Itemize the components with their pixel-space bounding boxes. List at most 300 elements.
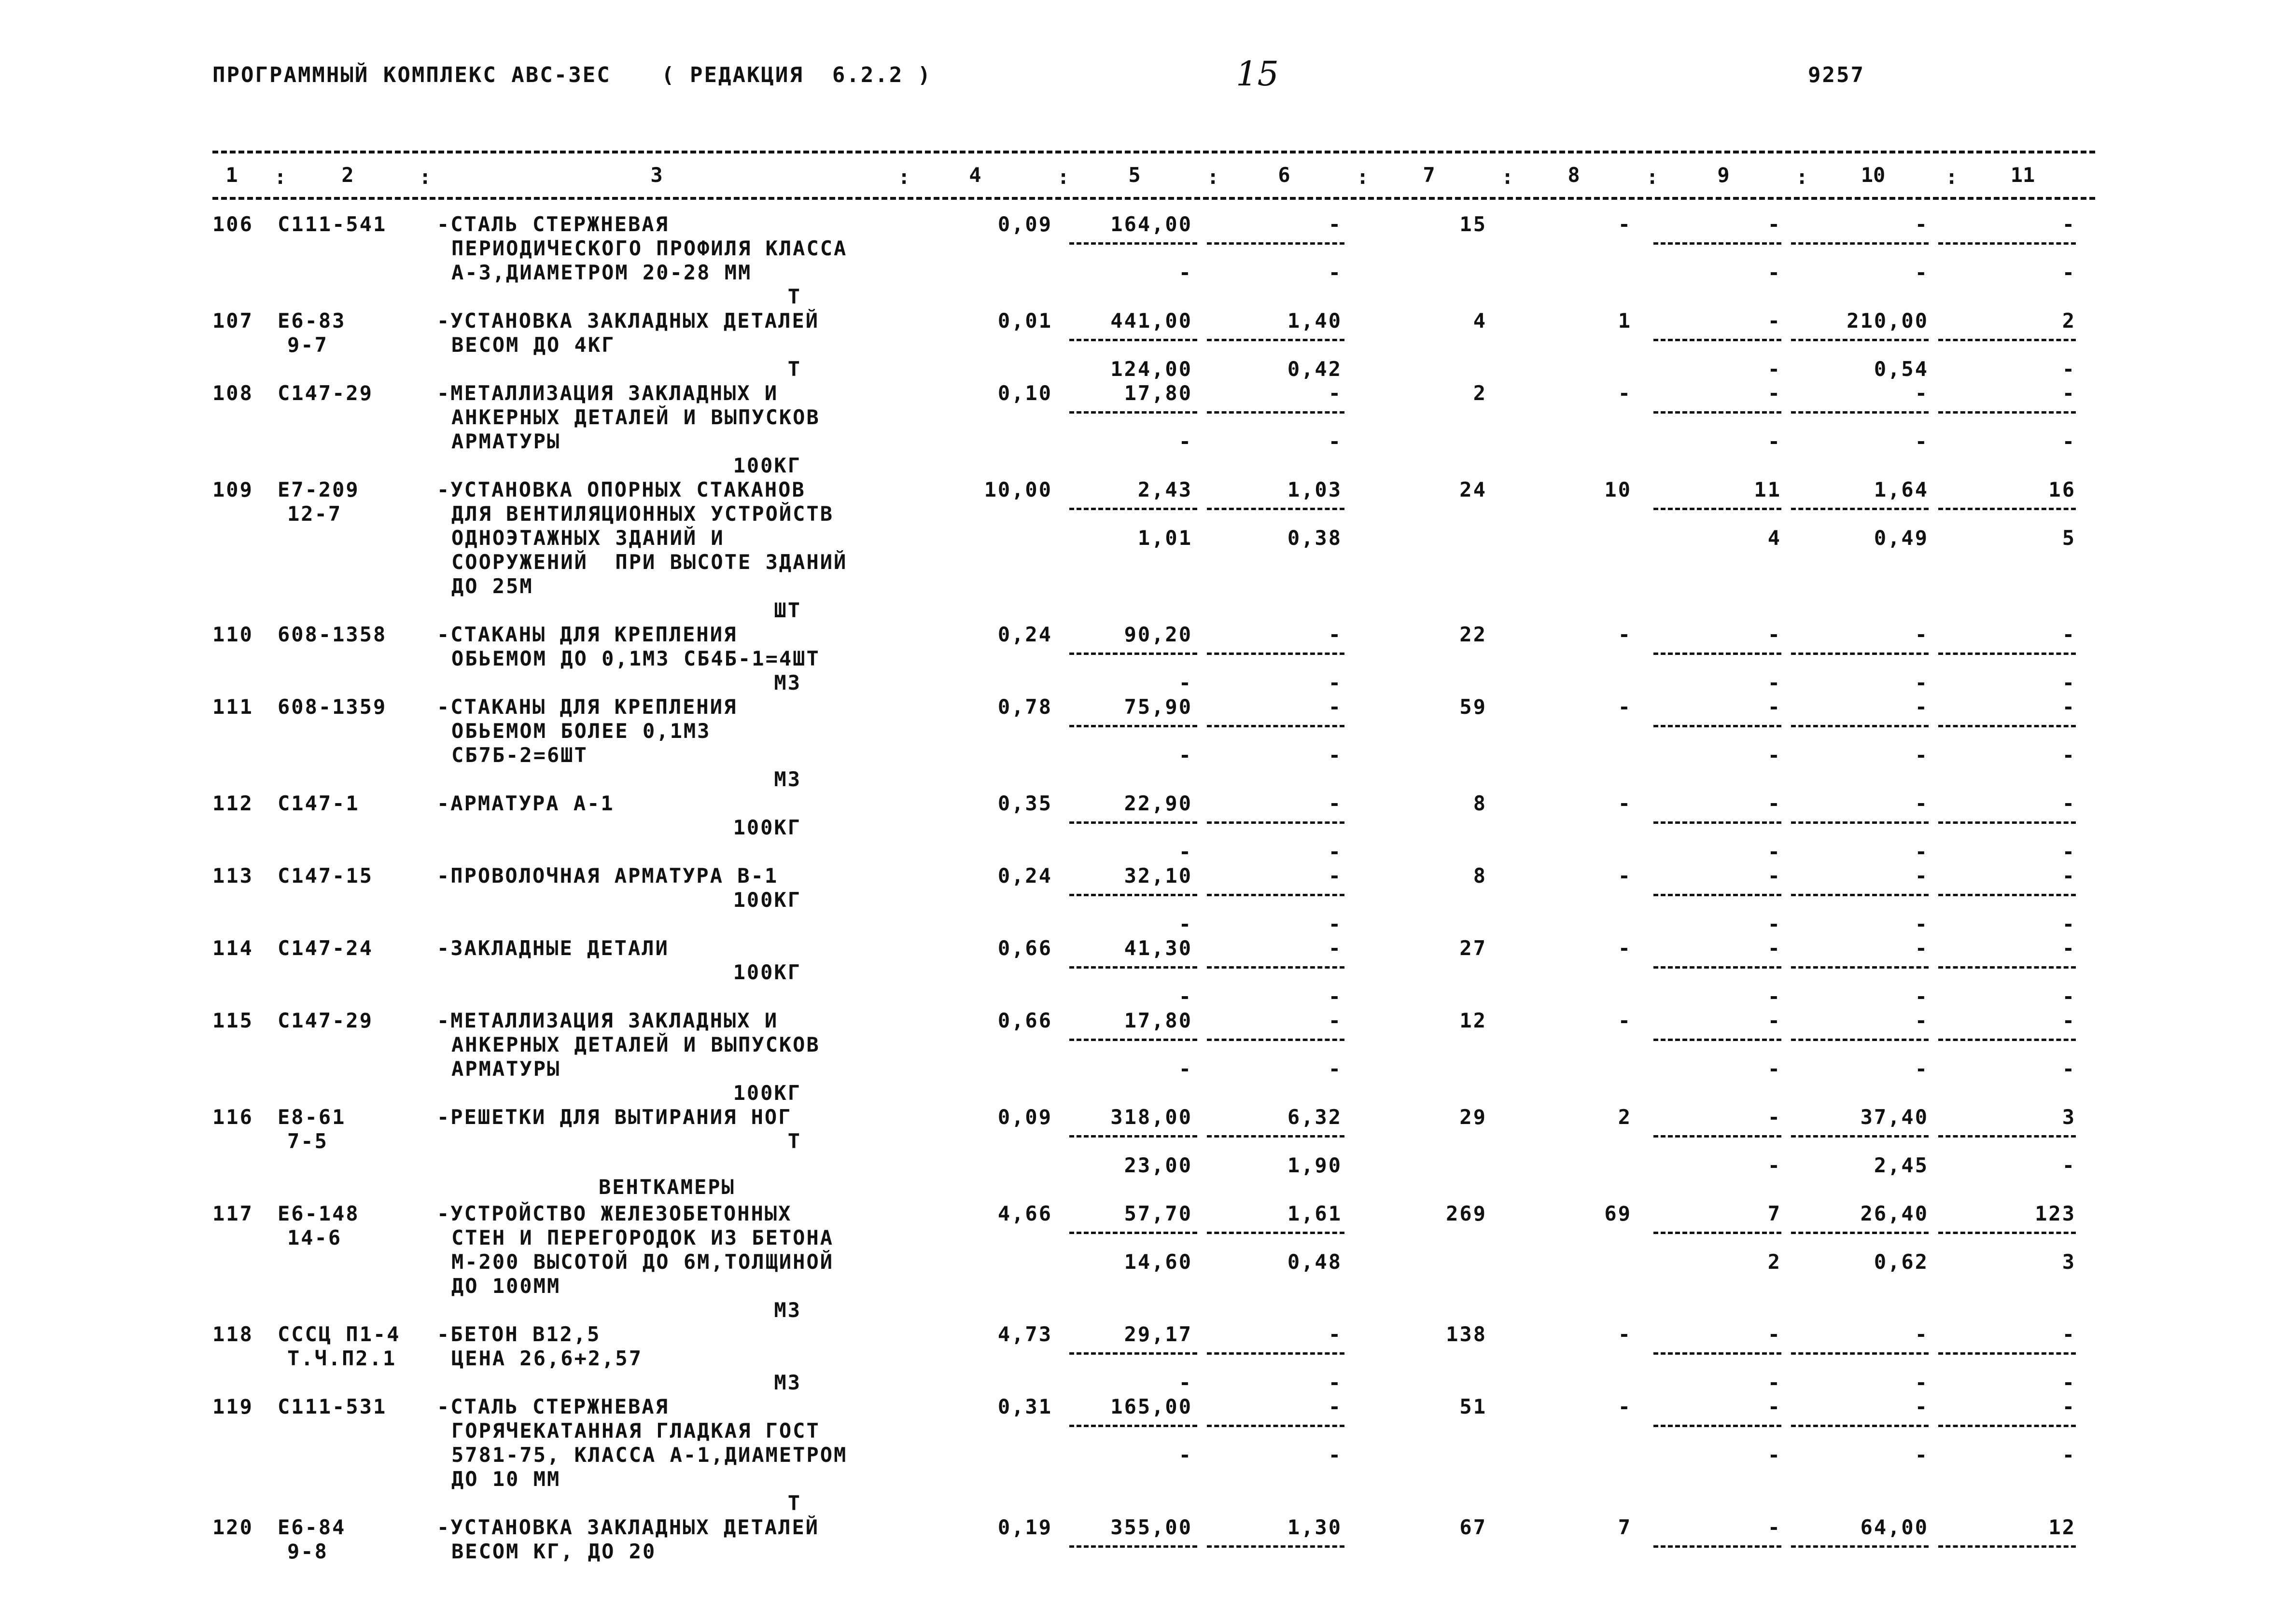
labor-cost-wages: 1,90 (1287, 1153, 1342, 1177)
unit-of-measure: 100КГ (733, 960, 801, 984)
column-header-10: 10 (1861, 163, 1886, 187)
labor-total-wages: - (2062, 1057, 2076, 1081)
quantity-value: 0,10 (997, 381, 1052, 405)
unit-cost-wages: - (1178, 1371, 1192, 1394)
labor-hours-value: - (1915, 791, 1929, 815)
labor-hours-value: 37,40 (1860, 1105, 1929, 1129)
fraction-line (1207, 894, 1344, 896)
fraction-line (1791, 821, 1929, 824)
fraction-line (1791, 1232, 1929, 1234)
unit-cost-value: 2,43 (1137, 478, 1192, 501)
fraction-line (1938, 1135, 2076, 1138)
work-description: 5781-75, КЛАССА А-1,ДИАМЕТРОМ (451, 1443, 848, 1467)
row-number: 119 (212, 1395, 253, 1418)
machine-cost-wages: - (1767, 912, 1781, 936)
wages-value: 10 (1604, 478, 1632, 501)
labor-hours-value: 26,40 (1860, 1202, 1929, 1225)
labor-cost-value: - (1328, 212, 1342, 236)
section-heading: ВЕНТКАМЕРЫ (599, 1175, 735, 1199)
labor-total-wages: - (2062, 357, 2076, 381)
work-description: ДО 25М (451, 574, 533, 598)
unit-cost-wages: 124,00 (1110, 357, 1192, 381)
machine-cost-value: 11 (1754, 478, 1781, 501)
labor-cost-value: 1,40 (1287, 309, 1342, 333)
labor-total-value: - (2062, 1322, 2076, 1346)
unit-cost-value: 164,00 (1110, 212, 1192, 236)
labor-cost-wages: 0,48 (1287, 1250, 1342, 1274)
fraction-line (1207, 1545, 1344, 1548)
machine-cost-wages: - (1767, 357, 1781, 381)
fraction-line (1791, 894, 1929, 896)
rate-code: 608-1358 (278, 623, 387, 646)
work-description: ГОРЯЧЕКАТАННАЯ ГЛАДКАЯ ГОСТ (451, 1419, 820, 1443)
machine-cost-value: - (1767, 1395, 1781, 1418)
wages-value: 2 (1618, 1105, 1632, 1129)
fraction-line (1938, 339, 2076, 341)
unit-cost-wages: - (1178, 743, 1192, 767)
labor-total-wages: - (2062, 671, 2076, 694)
labor-cost-value: - (1328, 623, 1342, 646)
labor-total-value: - (2062, 1009, 2076, 1032)
wages-value: 69 (1604, 1202, 1632, 1225)
labor-cost-wages: - (1328, 743, 1342, 767)
total-cost-value: 269 (1446, 1202, 1487, 1225)
labor-total-value: - (2062, 212, 2076, 236)
labor-total-wages: - (2062, 261, 2076, 284)
work-description: ОБЬЕМОМ БОЛЕЕ 0,1М3 (451, 719, 711, 743)
labor-total-value: - (2062, 695, 2076, 719)
rate-code: С147-1 (278, 791, 360, 815)
work-description: ЦЕНА 26,6+2,57 (451, 1346, 643, 1370)
work-description: -УСТРОЙСТВО ЖЕЛЕЗОБЕТОННЫХ (437, 1202, 792, 1225)
machine-cost-value: - (1767, 623, 1781, 646)
labor-hours-value: 64,00 (1860, 1515, 1929, 1539)
wages-value: - (1618, 381, 1632, 405)
work-description: ОДНОЭТАЖНЫХ ЗДАНИЙ И (451, 526, 725, 550)
column-header-2: 2 (341, 163, 354, 187)
labor-cost-value: 1,61 (1287, 1202, 1342, 1225)
labor-cost-wages: - (1328, 1371, 1342, 1394)
row-number: 117 (212, 1202, 253, 1225)
unit-of-measure: М3 (774, 671, 801, 694)
fraction-line (1069, 821, 1197, 824)
column-header-9: 9 (1717, 163, 1730, 187)
machine-cost-value: - (1767, 309, 1781, 333)
column-separator: : (1945, 165, 1958, 189)
labor-cost-value: - (1328, 864, 1342, 888)
fraction-line (1069, 966, 1197, 969)
labor-total-value: - (2062, 864, 2076, 888)
labor-hours-value: - (1915, 864, 1929, 888)
unit-of-measure: 100КГ (733, 888, 801, 912)
row-number: 118 (212, 1322, 253, 1346)
row-number: 111 (212, 695, 253, 719)
row-number: 120 (212, 1515, 253, 1539)
rate-code: Е6-148 (278, 1202, 360, 1225)
labor-cost-wages: - (1328, 985, 1342, 1008)
fraction-line (1207, 508, 1344, 510)
unit-cost-value: 17,80 (1124, 1009, 1192, 1032)
fraction-line (1207, 652, 1344, 655)
fraction-line (1069, 1232, 1197, 1234)
labor-hours-wages: - (1915, 912, 1929, 936)
fraction-line (1653, 1425, 1781, 1427)
unit-cost-wages: - (1178, 1057, 1192, 1081)
labor-total-wages: - (2062, 912, 2076, 936)
quantity-value: 0,24 (997, 864, 1052, 888)
rate-code: Е6-84 (278, 1515, 346, 1539)
total-cost-value: 138 (1446, 1322, 1487, 1346)
rate-code: С147-29 (278, 381, 374, 405)
fraction-line (1207, 411, 1344, 414)
labor-total-value: 2 (2062, 309, 2076, 333)
work-description: А-3,ДИАМЕТРОМ 20-28 ММ (451, 261, 752, 284)
labor-total-value: - (2062, 936, 2076, 960)
total-cost-value: 2 (1473, 381, 1487, 405)
fraction-line (1207, 1135, 1344, 1138)
labor-cost-value: - (1328, 695, 1342, 719)
labor-total-value: - (2062, 381, 2076, 405)
labor-cost-wages: - (1328, 1443, 1342, 1467)
machine-cost-wages: 4 (1767, 526, 1781, 550)
rate-code: 14-6 (287, 1226, 342, 1249)
work-description: -МЕТАЛЛИЗАЦИЯ ЗАКЛАДНЫХ И (437, 1009, 779, 1032)
fraction-line (1653, 242, 1781, 245)
labor-total-value: 16 (2048, 478, 2076, 501)
quantity-value: 10,00 (984, 478, 1052, 501)
total-cost-value: 27 (1459, 936, 1487, 960)
work-description: АРМАТУРЫ (451, 1057, 561, 1081)
labor-hours-wages: - (1915, 261, 1929, 284)
fraction-line (1938, 966, 2076, 969)
labor-total-wages: - (2062, 430, 2076, 453)
program-title: ПРОГРАММНЫЙ КОМПЛЕКС АВС-3ЕС (212, 63, 611, 87)
fraction-line (1791, 1039, 1929, 1041)
rate-code: 12-7 (287, 502, 342, 526)
fraction-line (1069, 411, 1197, 414)
column-header-11: 11 (2010, 163, 2035, 187)
column-separator: : (419, 165, 432, 189)
fraction-line (1653, 894, 1781, 896)
row-number: 109 (212, 478, 253, 501)
column-header-1: 1 (225, 163, 238, 187)
unit-cost-value: 57,70 (1124, 1202, 1192, 1225)
fraction-line (1653, 652, 1781, 655)
rate-code: 9-7 (287, 333, 328, 357)
work-description: ОБЬЕМОМ ДО 0,1М3 СБ4Б-1=4ШТ (451, 647, 820, 670)
unit-of-measure: Т (787, 1491, 801, 1515)
labor-total-wages: - (2062, 1443, 2076, 1467)
work-description: -СТАКАНЫ ДЛЯ КРЕПЛЕНИЯ (437, 695, 738, 719)
fraction-line (1069, 1545, 1197, 1548)
labor-hours-value: - (1915, 695, 1929, 719)
unit-cost-value: 90,20 (1124, 623, 1192, 646)
unit-of-measure: М3 (774, 767, 801, 791)
wages-value: 7 (1618, 1515, 1632, 1539)
document-number: 9257 (1808, 63, 1865, 87)
fraction-line (1938, 894, 2076, 896)
column-separator: : (1796, 165, 1808, 189)
work-description: ПЕРИОДИЧЕСКОГО ПРОФИЛЯ КЛАССА (451, 236, 848, 260)
unit-of-measure: Т (787, 1129, 801, 1153)
labor-cost-wages: - (1328, 430, 1342, 453)
unit-cost-value: 22,90 (1124, 791, 1192, 815)
unit-cost-wages: 1,01 (1137, 526, 1192, 550)
work-description: -РЕШЕТКИ ДЛЯ ВЫТИРАНИЯ НОГ (437, 1105, 792, 1129)
column-separator: : (274, 165, 287, 189)
labor-total-value: - (2062, 1395, 2076, 1418)
fraction-line (1653, 1545, 1781, 1548)
labor-hours-wages: - (1915, 430, 1929, 453)
labor-total-wages: - (2062, 985, 2076, 1008)
total-cost-value: 59 (1459, 695, 1487, 719)
work-description: ВЕСОМ КГ, ДО 20 (451, 1540, 657, 1563)
fraction-line (1069, 242, 1197, 245)
work-description: -ПРОВОЛОЧНАЯ АРМАТУРА В-1 (437, 864, 779, 888)
quantity-value: 0,19 (997, 1515, 1052, 1539)
quantity-value: 0,66 (997, 936, 1052, 960)
unit-cost-value: 41,30 (1124, 936, 1192, 960)
labor-hours-value: 1,64 (1874, 478, 1929, 501)
labor-cost-value: - (1328, 381, 1342, 405)
work-description: СТЕН И ПЕРЕГОРОДОК ИЗ БЕТОНА (451, 1226, 834, 1249)
labor-hours-wages: - (1915, 1057, 1929, 1081)
machine-cost-value: - (1767, 695, 1781, 719)
column-separator: : (1646, 165, 1659, 189)
labor-hours-wages: - (1915, 671, 1929, 694)
fraction-line (1653, 1135, 1781, 1138)
unit-of-measure: Т (787, 285, 801, 308)
unit-of-measure: Т (787, 357, 801, 381)
fraction-line (1938, 821, 2076, 824)
labor-hours-value: - (1915, 1009, 1929, 1032)
labor-total-value: - (2062, 623, 2076, 646)
fraction-line (1069, 725, 1197, 727)
labor-cost-value: 1,03 (1287, 478, 1342, 501)
wages-value: - (1618, 936, 1632, 960)
unit-cost-wages: 14,60 (1124, 1250, 1192, 1274)
fraction-line (1207, 725, 1344, 727)
labor-cost-wages: - (1328, 261, 1342, 284)
total-cost-value: 51 (1459, 1395, 1487, 1418)
column-header-7: 7 (1423, 163, 1435, 187)
fraction-line (1653, 411, 1781, 414)
work-description: -АРМАТУРА А-1 (437, 791, 615, 815)
column-header-5: 5 (1128, 163, 1141, 187)
unit-cost-wages: - (1178, 430, 1192, 453)
fraction-line (1791, 508, 1929, 510)
work-description: -ЗАКЛАДНЫЕ ДЕТАЛИ (437, 936, 669, 960)
labor-total-value: 3 (2062, 1105, 2076, 1129)
work-description: -УСТАНОВКА ОПОРНЫХ СТАКАНОВ (437, 478, 806, 501)
work-description: -СТАЛЬ СТЕРЖНЕВАЯ (437, 212, 669, 236)
work-description: -СТАЛЬ СТЕРЖНЕВАЯ (437, 1395, 669, 1418)
machine-cost-value: - (1767, 1009, 1781, 1032)
machine-cost-value: - (1767, 791, 1781, 815)
fraction-line (1653, 1232, 1781, 1234)
row-number: 112 (212, 791, 253, 815)
fraction-line (1791, 652, 1929, 655)
row-number: 107 (212, 309, 253, 333)
unit-of-measure: 100КГ (733, 816, 801, 839)
column-separator: : (1207, 165, 1219, 189)
wages-value: 1 (1618, 309, 1632, 333)
unit-cost-value: 75,90 (1124, 695, 1192, 719)
work-description: -УСТАНОВКА ЗАКЛАДНЫХ ДЕТАЛЕЙ (437, 1515, 820, 1539)
unit-cost-value: 441,00 (1110, 309, 1192, 333)
fraction-line (1653, 339, 1781, 341)
row-number: 113 (212, 864, 253, 888)
fraction-line (1938, 725, 2076, 727)
labor-cost-wages: 0,42 (1287, 357, 1342, 381)
quantity-value: 4,66 (997, 1202, 1052, 1225)
fraction-line (1938, 242, 2076, 245)
unit-of-measure: ШТ (774, 598, 801, 622)
labor-hours-value: - (1915, 623, 1929, 646)
work-description: ДО 100ММ (451, 1274, 561, 1298)
fraction-line (1069, 1039, 1197, 1041)
labor-cost-wages: - (1328, 840, 1342, 863)
labor-total-wages: - (2062, 1371, 2076, 1394)
fraction-line (1653, 508, 1781, 510)
unit-cost-wages: - (1178, 1443, 1192, 1467)
fraction-line (1207, 966, 1344, 969)
rate-code: Е6-83 (278, 309, 346, 333)
quantity-value: 4,73 (997, 1322, 1052, 1346)
machine-cost-value: - (1767, 1105, 1781, 1129)
rate-code: 608-1359 (278, 695, 387, 719)
header-rule-bottom (212, 197, 2095, 200)
fraction-line (1069, 508, 1197, 510)
fraction-line (1791, 339, 1929, 341)
labor-cost-value: - (1328, 791, 1342, 815)
quantity-value: 0,01 (997, 309, 1052, 333)
fraction-line (1653, 725, 1781, 727)
total-cost-value: 4 (1473, 309, 1487, 333)
total-cost-value: 8 (1473, 864, 1487, 888)
machine-cost-wages: - (1767, 1371, 1781, 1394)
unit-cost-value: 318,00 (1110, 1105, 1192, 1129)
machine-cost-value: - (1767, 212, 1781, 236)
unit-of-measure: М3 (774, 1298, 801, 1322)
labor-hours-wages: - (1915, 743, 1929, 767)
work-description: -МЕТАЛЛИЗАЦИЯ ЗАКЛАДНЫХ И (437, 381, 779, 405)
labor-total-wages: - (2062, 743, 2076, 767)
machine-cost-wages: - (1767, 1153, 1781, 1177)
labor-cost-wages: - (1328, 671, 1342, 694)
rate-code: 7-5 (287, 1129, 328, 1153)
total-cost-value: 67 (1459, 1515, 1487, 1539)
unit-cost-value: 355,00 (1110, 1515, 1192, 1539)
fraction-line (1791, 725, 1929, 727)
machine-cost-wages: - (1767, 985, 1781, 1008)
labor-hours-wages: - (1915, 985, 1929, 1008)
fraction-line (1938, 1232, 2076, 1234)
row-number: 108 (212, 381, 253, 405)
unit-cost-wages: - (1178, 985, 1192, 1008)
work-description: АРМАТУРЫ (451, 430, 561, 453)
fraction-line (1069, 894, 1197, 896)
machine-cost-value: - (1767, 936, 1781, 960)
labor-cost-wages: - (1328, 912, 1342, 936)
labor-hours-wages: - (1915, 1371, 1929, 1394)
machine-cost-value: - (1767, 1322, 1781, 1346)
total-cost-value: 22 (1459, 623, 1487, 646)
work-description: М-200 ВЫСОТОЙ ДО 6М,ТОЛЩИНОЙ (451, 1250, 834, 1274)
wages-value: - (1618, 864, 1632, 888)
labor-cost-value: - (1328, 936, 1342, 960)
machine-cost-value: - (1767, 864, 1781, 888)
labor-cost-value: 1,30 (1287, 1515, 1342, 1539)
quantity-value: 0,78 (997, 695, 1052, 719)
work-description: ДО 10 ММ (451, 1467, 561, 1491)
labor-total-value: - (2062, 791, 2076, 815)
fraction-line (1938, 508, 2076, 510)
labor-hours-value: - (1915, 936, 1929, 960)
fraction-line (1069, 1352, 1197, 1355)
fraction-line (1207, 1232, 1344, 1234)
work-description: -БЕТОН В12,5 (437, 1322, 601, 1346)
rate-code: СССЦ П1-4 (278, 1322, 401, 1346)
fraction-line (1069, 652, 1197, 655)
labor-hours-value: - (1915, 381, 1929, 405)
rate-code: С111-531 (278, 1395, 387, 1418)
work-description: -УСТАНОВКА ЗАКЛАДНЫХ ДЕТАЛЕЙ (437, 309, 820, 333)
wages-value: - (1618, 791, 1632, 815)
machine-cost-wages: - (1767, 430, 1781, 453)
row-number: 116 (212, 1105, 253, 1129)
fraction-line (1653, 1039, 1781, 1041)
labor-cost-value: - (1328, 1322, 1342, 1346)
rate-code: С147-29 (278, 1009, 374, 1032)
quantity-value: 0,24 (997, 623, 1052, 646)
labor-total-wages: 5 (2062, 526, 2076, 550)
wages-value: - (1618, 623, 1632, 646)
fraction-line (1653, 821, 1781, 824)
work-description: АНКЕРНЫХ ДЕТАЛЕЙ И ВЫПУСКОВ (451, 1033, 820, 1056)
fraction-line (1938, 1352, 2076, 1355)
work-description: СООРУЖЕНИЙ ПРИ ВЫСОТЕ ЗДАНИЙ (451, 550, 848, 574)
unit-cost-value: 165,00 (1110, 1395, 1192, 1418)
labor-total-value: 12 (2048, 1515, 2076, 1539)
labor-hours-value: - (1915, 1395, 1929, 1418)
labor-cost-value: - (1328, 1009, 1342, 1032)
wages-value: - (1618, 212, 1632, 236)
total-cost-value: 15 (1459, 212, 1487, 236)
machine-cost-wages: - (1767, 743, 1781, 767)
labor-total-value: 123 (2035, 1202, 2076, 1225)
fraction-line (1069, 1425, 1197, 1427)
labor-total-wages: - (2062, 840, 2076, 863)
machine-cost-wages: - (1767, 1057, 1781, 1081)
labor-total-wages: 3 (2062, 1250, 2076, 1274)
total-cost-value: 29 (1459, 1105, 1487, 1129)
fraction-line (1791, 411, 1929, 414)
machine-cost-wages: - (1767, 840, 1781, 863)
fraction-line (1653, 1352, 1781, 1355)
labor-cost-wages: 0,38 (1287, 526, 1342, 550)
fraction-line (1207, 242, 1344, 245)
labor-total-wages: - (2062, 1153, 2076, 1177)
labor-cost-wages: - (1328, 1057, 1342, 1081)
row-number: 106 (212, 212, 253, 236)
rate-code: С147-15 (278, 864, 374, 888)
column-separator: : (1357, 165, 1369, 189)
fraction-line (1207, 1039, 1344, 1041)
column-header-6: 6 (1278, 163, 1290, 187)
column-header-3: 3 (650, 163, 663, 187)
handwritten-page-number: 15 (1236, 54, 1279, 94)
